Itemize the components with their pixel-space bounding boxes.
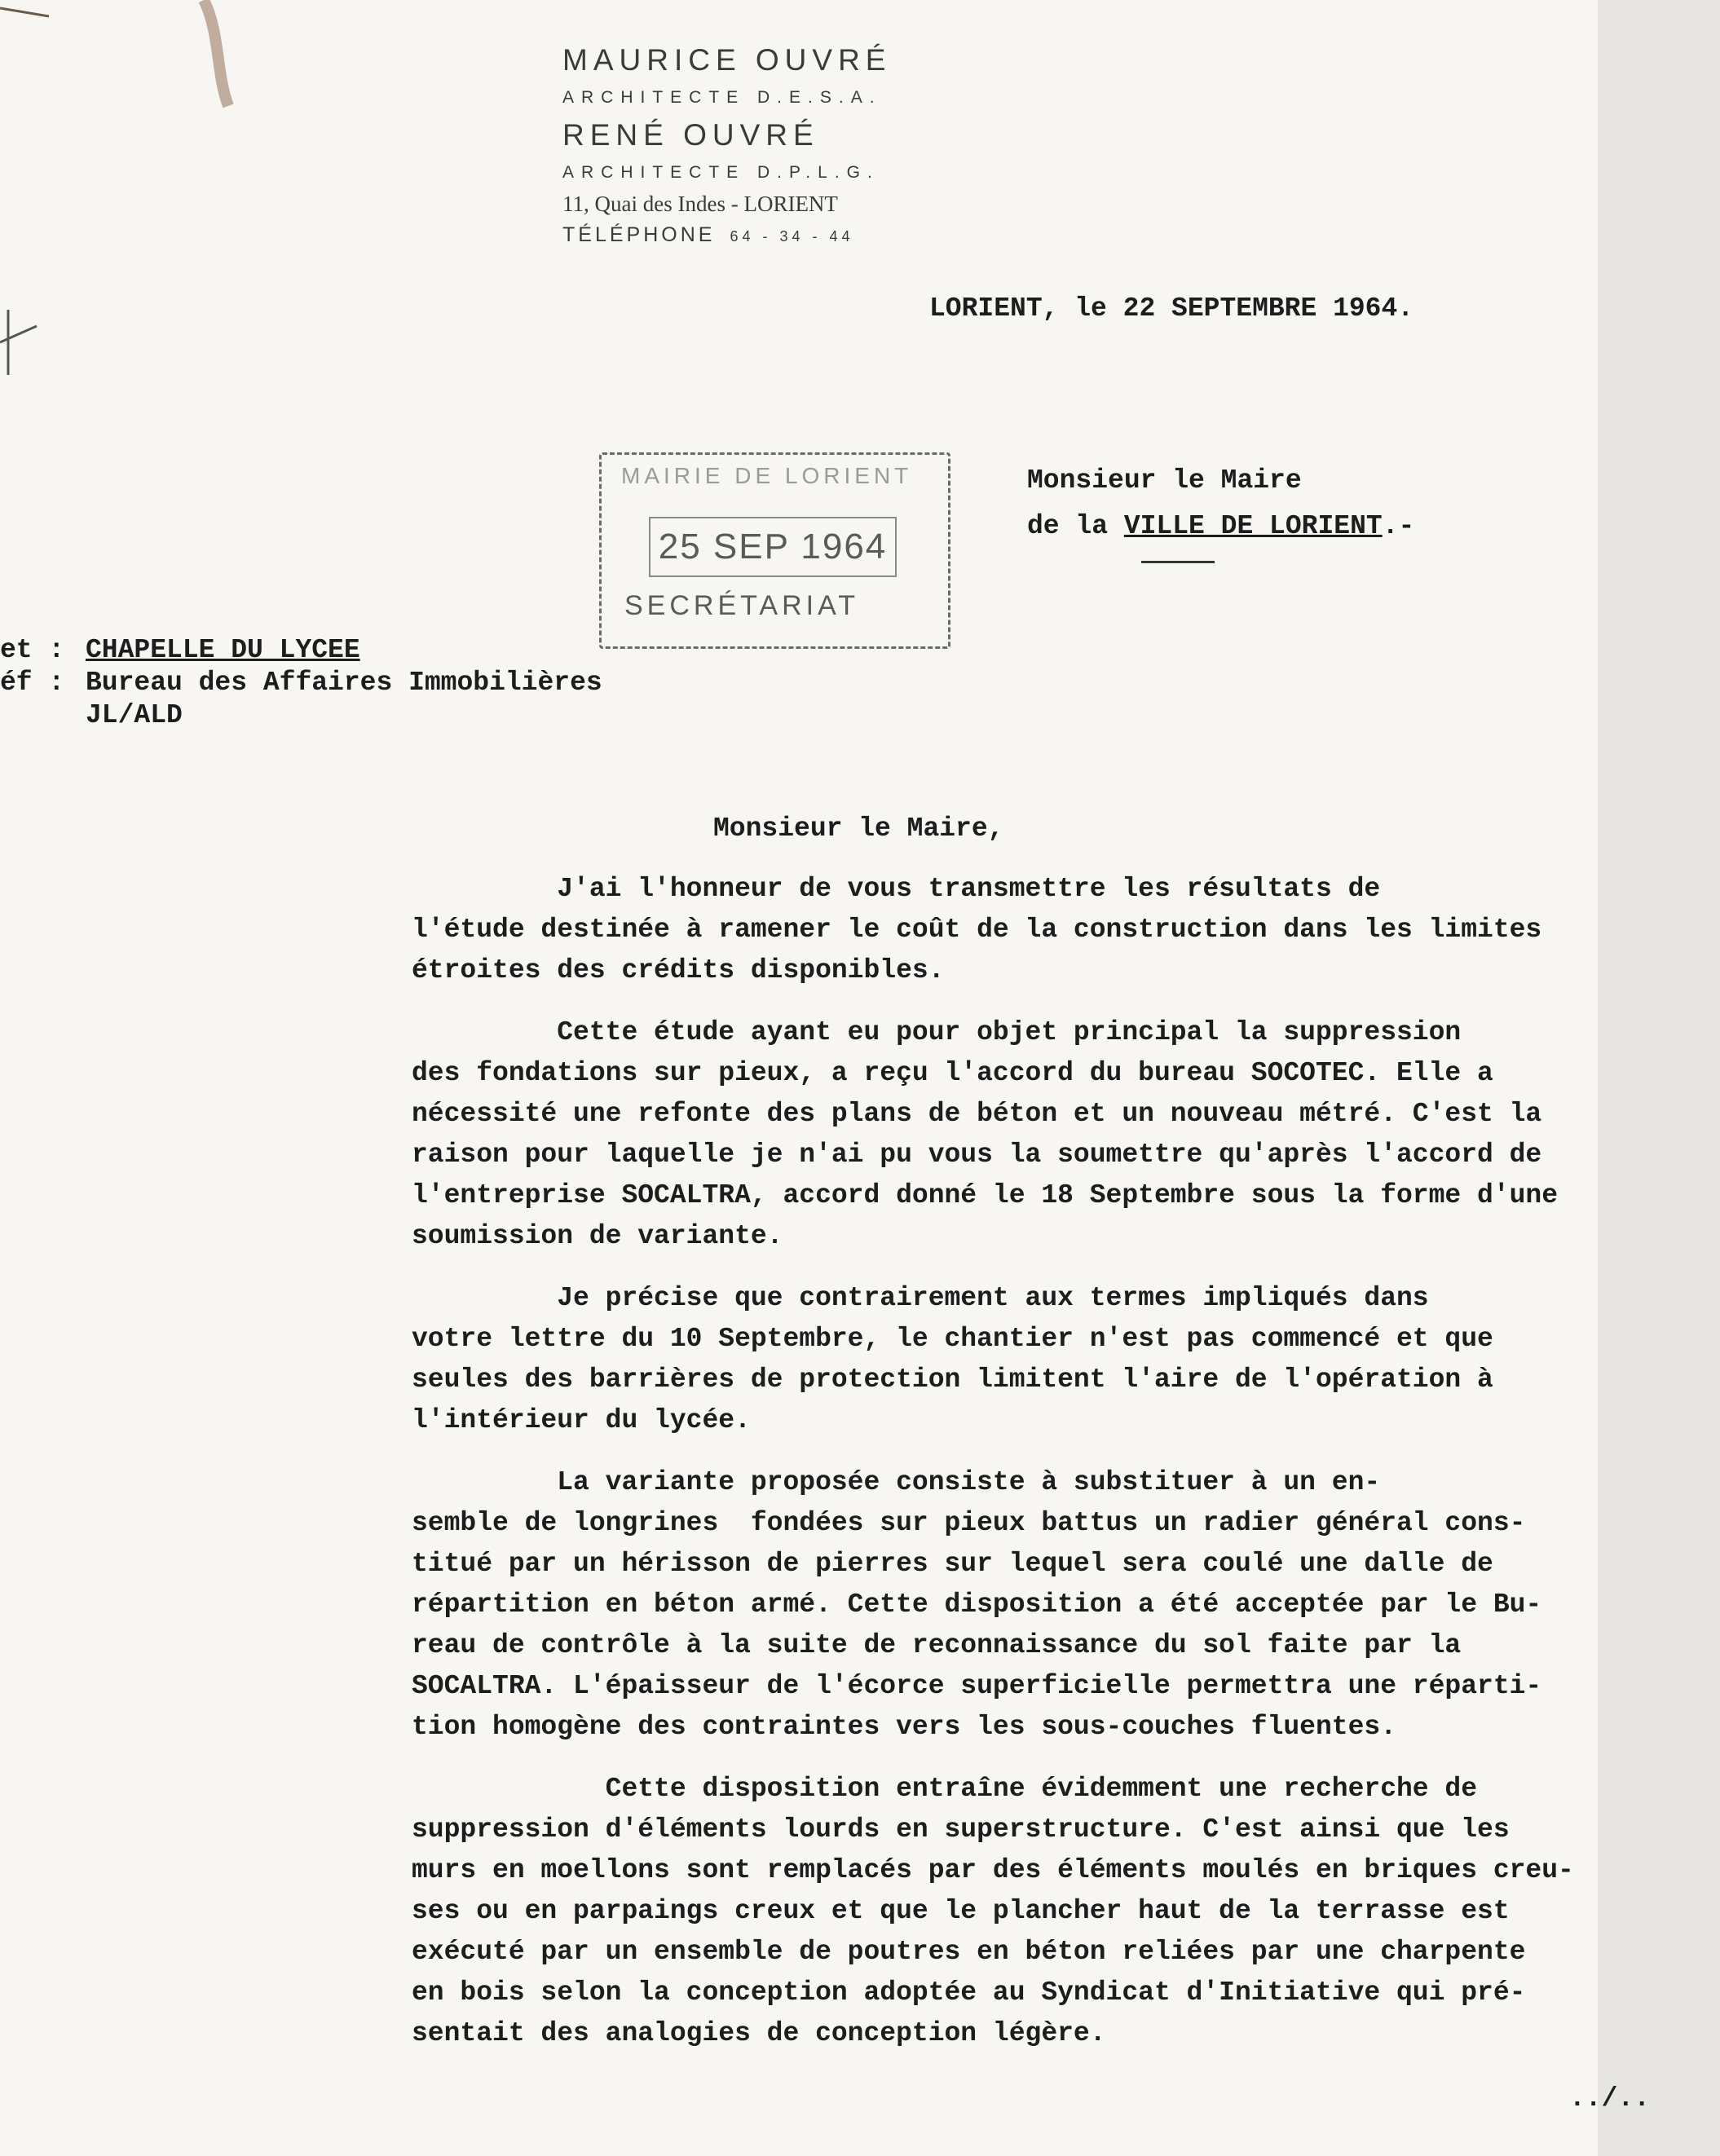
- recipient-block: [1027, 458, 1414, 549]
- paragraph-line: l'étude destinée à ramener le coût de la construction dans les limites: [412, 915, 1542, 945]
- stamp-bottom-text: SECRÉTARIAT: [624, 590, 859, 621]
- margin-mark-icon: [0, 293, 49, 391]
- ref-value: Bureau des Affaires Immobilières: [86, 668, 602, 698]
- page-continuation: ../..: [1569, 2083, 1651, 2114]
- recipient-prefix: de la: [1027, 511, 1124, 541]
- objet-label: et :: [0, 635, 65, 665]
- paragraph-line: titué par un hérisson de pierres sur lequel sera coulé une dalle de: [412, 1549, 1493, 1579]
- paragraph-line: J'ai l'honneur de vous transmettre les résultats de: [412, 874, 1381, 904]
- salutation: Monsieur le Maire,: [713, 813, 1004, 844]
- letter-body: [412, 809, 1643, 2075]
- paragraphs: [412, 869, 1643, 2054]
- paragraph-line: répartition en béton armé. Cette disposition a été acceptée par le Bu-: [412, 1589, 1542, 1620]
- paragraph: [412, 1462, 1643, 1748]
- letterhead-name-1: MAURICE OUVRÉ: [562, 43, 892, 77]
- stamp-date: 25 SEP 1964: [649, 517, 897, 577]
- paragraph-line: semble de longrines fondées sur pieux battus un radier général cons-: [412, 1508, 1526, 1538]
- letterhead-address: 11, Quai des Indes - LORIENT: [562, 192, 838, 216]
- paragraph-line: nécessité une refonte des plans de béton et un nouveau métré. C'est la: [412, 1099, 1542, 1129]
- paragraph-line: Cette disposition entraîne évidemment une recherche de: [412, 1774, 1478, 1804]
- paragraph-line: sentait des analogies de conception légère.: [412, 2018, 1106, 2048]
- paragraph-line: l'entreprise SOCALTRA, accord donné le 18 Septembre sous la forme d'une: [412, 1180, 1559, 1210]
- paragraph-line: en bois selon la conception adoptée au Syndicat d'Initiative qui pré-: [412, 1977, 1526, 2008]
- paragraph-line: reau de contrôle à la suite de reconnaissance du sol faite par la: [412, 1630, 1462, 1660]
- paragraph: [412, 869, 1643, 991]
- letterhead: [562, 39, 946, 253]
- pen-scribble-icon: [0, 0, 245, 163]
- paragraph: [412, 1769, 1643, 2054]
- paragraph-line: soumission de variante.: [412, 1221, 783, 1251]
- recipient-line-2: [1027, 504, 1414, 549]
- paragraph-line: La variante proposée consiste à substituer à un en-: [412, 1467, 1381, 1497]
- paragraph: [412, 1012, 1643, 1257]
- phone-label: TÉLÉPHONE: [562, 223, 716, 246]
- letterhead-phone: [562, 218, 946, 253]
- letterhead-name-2: RENÉ OUVRÉ: [562, 118, 819, 152]
- paragraph-line: seules des barrières de protection limitent l'aire de l'opération à: [412, 1365, 1493, 1395]
- paragraph-line: Je précise que contrairement aux termes impliqués dans: [412, 1283, 1429, 1313]
- phone-number: 64 - 34 - 44: [730, 228, 854, 245]
- paragraph-line: Cette étude ayant eu pour objet principal la suppression: [412, 1017, 1462, 1047]
- letter-date: LORIENT, le 22 SEPTEMBRE 1964.: [929, 293, 1414, 324]
- ref-initials: JL/ALD: [86, 700, 183, 730]
- letterhead-title-1: ARCHITECTE D.E.S.A.: [562, 88, 882, 107]
- letterhead-title-2: ARCHITECTE D.P.L.G.: [562, 163, 880, 182]
- paragraph-line: des fondations sur pieux, a reçu l'accord du bureau SOCOTEC. Elle a: [412, 1058, 1493, 1088]
- recipient-suffix: .-: [1382, 511, 1415, 541]
- recipient-city: VILLE DE LORIENT: [1123, 511, 1383, 541]
- ref-label: éf :: [0, 668, 65, 698]
- paragraph-line: raison pour laquelle je n'ai pu vous la soumettre qu'après l'accord de: [412, 1140, 1542, 1170]
- received-stamp: [599, 452, 950, 649]
- stamp-top-text: MAIRIE DE LORIENT: [621, 463, 913, 488]
- paragraph-line: votre lettre du 10 Septembre, le chantier n'est pas commencé et que: [412, 1324, 1493, 1354]
- paragraph-line: suppression d'éléments lourds en superstructure. C'est ainsi que les: [412, 1814, 1510, 1845]
- objet-value: CHAPELLE DU LYCEE: [86, 635, 360, 665]
- recipient-line-1: Monsieur le Maire: [1027, 465, 1302, 496]
- recipient-divider: [1141, 561, 1215, 563]
- paragraph-line: murs en moellons sont remplacés par des éléments moulés en briques creu-: [412, 1855, 1574, 1885]
- paragraph-line: tion homogène des contraintes vers les sous-couches fluentes.: [412, 1712, 1396, 1742]
- paragraph-line: exécuté par un ensemble de poutres en béton reliées par une charpente: [412, 1937, 1526, 1967]
- paragraph-line: SOCALTRA. L'épaisseur de l'écorce superficielle permettra une réparti-: [412, 1671, 1542, 1701]
- paragraph-line: ses ou en parpaings creux et que le plancher haut de la terrasse est: [412, 1896, 1510, 1926]
- paragraph-line: l'intérieur du lycée.: [412, 1405, 751, 1435]
- paragraph-line: étroites des crédits disponibles.: [412, 955, 945, 985]
- paragraph: [412, 1278, 1643, 1441]
